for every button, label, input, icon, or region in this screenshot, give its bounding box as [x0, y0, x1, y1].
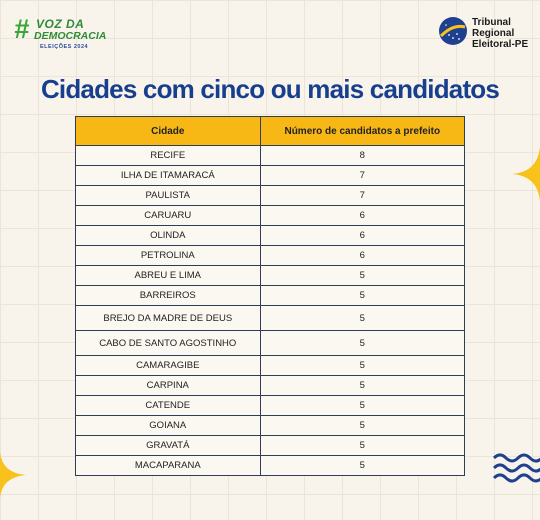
city-cell: CABO DE SANTO AGOSTINHO: [76, 331, 261, 356]
tre-pe-name: [472, 17, 528, 50]
city-cell: CARPINA: [76, 376, 261, 396]
tre-line-3: Eleitoral-PE: [472, 39, 529, 50]
cities-table: [75, 116, 465, 476]
table-row: [76, 246, 465, 266]
voz-da-democracia-logo: [14, 14, 107, 54]
logo-hash: #: [14, 14, 30, 44]
table-row: [76, 166, 465, 186]
city-cell: RECIFE: [76, 146, 261, 166]
count-cell: 7: [260, 186, 464, 206]
globe-icon: [438, 16, 468, 46]
city-cell: OLINDA: [76, 226, 261, 246]
tre-pe-logo: [438, 16, 530, 52]
city-cell: CATENDE: [76, 396, 261, 416]
count-cell: 5: [260, 286, 464, 306]
city-cell: BARREIROS: [76, 286, 261, 306]
count-cell: 5: [260, 456, 464, 476]
city-cell: GRAVATÁ: [76, 436, 261, 456]
table-row: [76, 331, 465, 356]
count-cell: 5: [260, 266, 464, 286]
count-cell: 5: [260, 376, 464, 396]
city-cell: GOIANA: [76, 416, 261, 436]
table-row: [76, 396, 465, 416]
tre-line-2: Regional: [472, 28, 515, 39]
table-row: [76, 186, 465, 206]
count-cell: 6: [260, 226, 464, 246]
table-row: [76, 286, 465, 306]
count-cell: 5: [260, 396, 464, 416]
count-cell: 6: [260, 246, 464, 266]
table-row: [76, 416, 465, 436]
page-title: Cidades com cinco ou mais candidatos: [40, 74, 500, 104]
count-cell: 5: [260, 306, 464, 331]
logo-line-1: VOZ DA: [36, 17, 85, 31]
city-cell: ILHA DE ITAMARACÁ: [76, 166, 261, 186]
table-header-row: [76, 117, 465, 146]
city-cell: ABREU E LIMA: [76, 266, 261, 286]
table-row: [76, 226, 465, 246]
sparkle-star-right-icon: [512, 146, 540, 202]
table-row: [76, 306, 465, 331]
sparkle-star-left-icon: [0, 452, 26, 498]
waves-icon: [492, 452, 540, 486]
count-cell: 7: [260, 166, 464, 186]
count-cell: 8: [260, 146, 464, 166]
count-cell: 5: [260, 331, 464, 356]
table-row: [76, 456, 465, 476]
count-cell: 5: [260, 356, 464, 376]
table-row: [76, 436, 465, 456]
table-row: [76, 206, 465, 226]
table-row: [76, 356, 465, 376]
count-cell: 6: [260, 206, 464, 226]
table-row: [76, 146, 465, 166]
city-cell: PETROLINA: [76, 246, 261, 266]
table-row: [76, 376, 465, 396]
city-cell: MACAPARANA: [76, 456, 261, 476]
city-cell: PAULISTA: [76, 186, 261, 206]
logo-line-2: DEMOCRACIA: [34, 30, 107, 42]
count-cell: 5: [260, 436, 464, 456]
column-header-city: Cidade: [76, 117, 261, 146]
count-cell: 5: [260, 416, 464, 436]
city-cell: BREJO DA MADRE DE DEUS: [76, 306, 261, 331]
tre-line-1: Tribunal: [472, 17, 511, 28]
city-cell: CARUARU: [76, 206, 261, 226]
logo-line-3: ELEIÇÕES 2024: [40, 44, 89, 50]
column-header-candidates: Número de candidatos a prefeito: [260, 117, 464, 146]
city-cell: CAMARAGIBE: [76, 356, 261, 376]
table-row: [76, 266, 465, 286]
